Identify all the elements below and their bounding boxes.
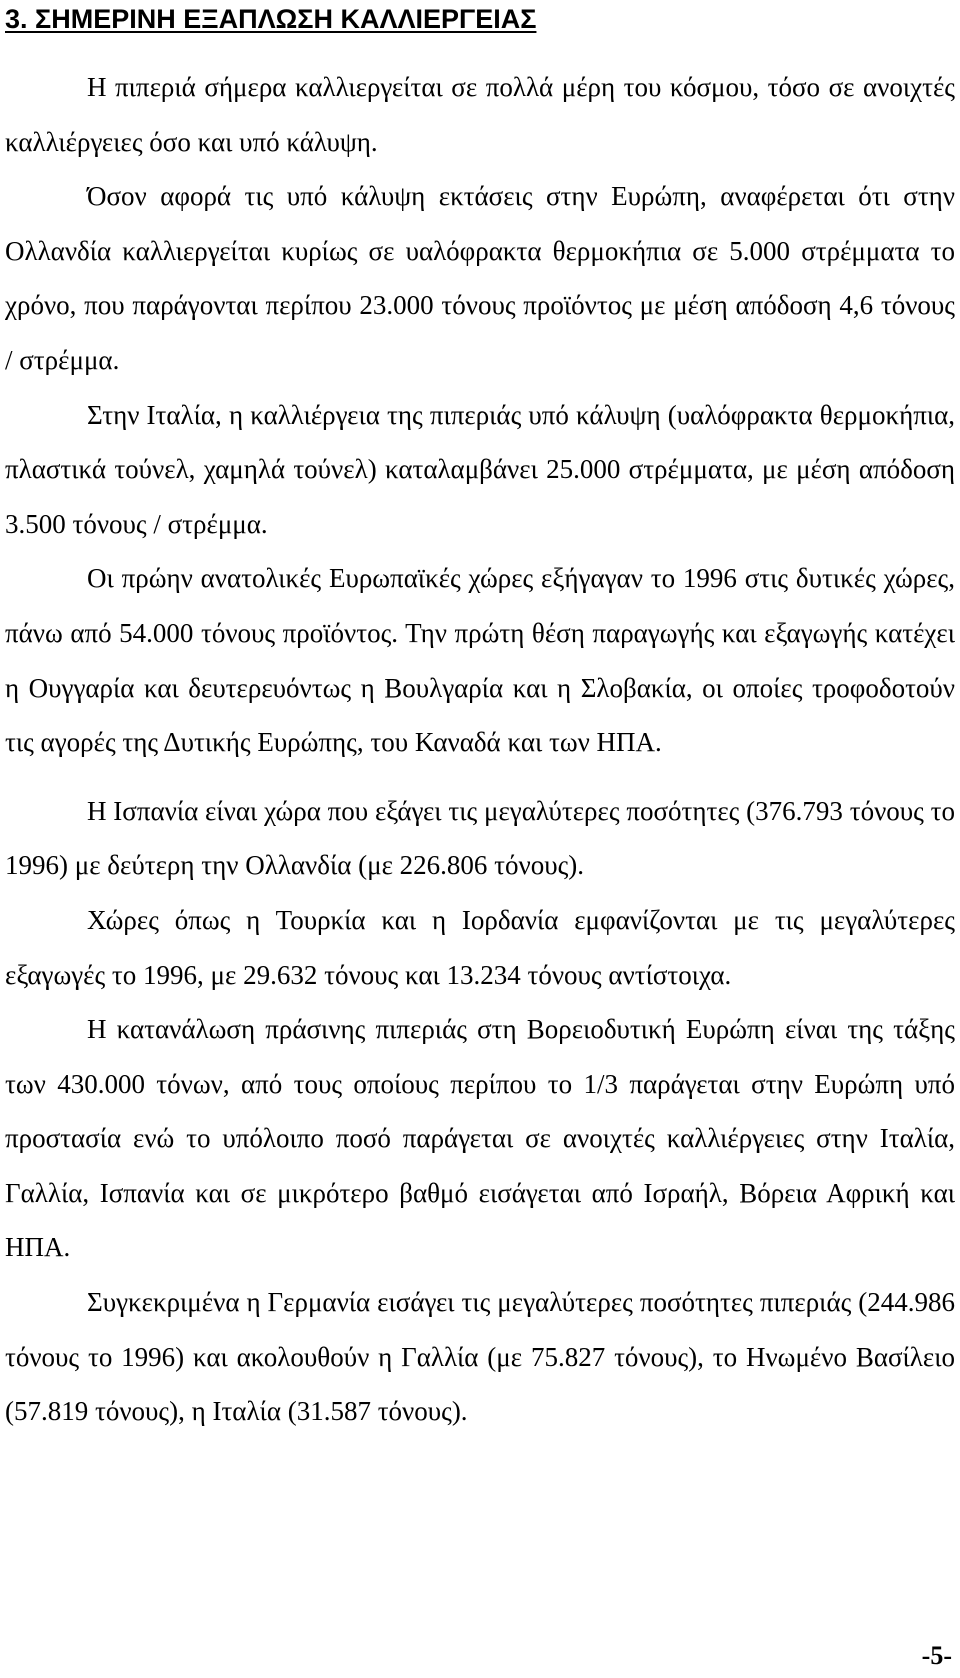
page-number: -5-: [921, 1641, 952, 1670]
paragraph-italy: Στην Ιταλία, η καλλιέργεια της πιπεριάς υπό κάλυψη (υαλόφρακτα θερμοκήπια, πλαστικά τούνελ, χαμηλά τούνελ) καταλαμβάνει 25.000 στρέμματα, με μέση απόδοση 3.500 τόνους / στρέμμα.: [5, 399, 955, 539]
paragraph-eastern-europe: Οι πρώην ανατολικές Ευρωπαϊκές χώρες εξήγαγαν το 1996 στις δυτικές χώρες, πάνω από 54.000 τόνους προϊόντος. Την πρώτη θέση παραγωγής και εξαγωγής κατέχει η Ουγγαρία και δευτερευόντως η Βουλγαρία και η Σλοβακία, οι οποίες τροφοδοτούν τις αγορές της Δυτικής Ευρώπης, του Καναδά και των ΗΠΑ.: [5, 563, 955, 758]
paragraph-cultivation-overview: Η πιπεριά σήμερα καλλιεργείται σε πολλά μέρη του κόσμου, τόσο σε ανοιχτές καλλιέργειες όσο και υπό κάλυψη.: [5, 72, 955, 157]
paragraph-spain: Η Ισπανία είναι χώρα που εξάγει τις μεγαλύτερες ποσότητες (376.793 τόνους το 1996) με δεύτερη την Ολλανδία (με 226.806 τόνους).: [5, 795, 955, 881]
paragraph-germany-imports: Συγκεκριμένα η Γερμανία εισάγει τις μεγαλύτερες ποσότητες πιπεριάς (244.986 τόνους το 1996) και ακολουθούν η Γαλλία (με 75.827 τόνους), το Ηνωμένο Βασίλειο (57.819 τόνους), η Ιταλία (31.587 τόνους).: [5, 1287, 955, 1427]
paragraph-turkey-jordan: Χώρες όπως η Τουρκία και η Ιορδανία εμφανίζονται με τις μεγαλύτερες εξαγωγές το 1996, με 29.632 τόνους και 13.234 τόνους αντίστοιχα.: [5, 904, 955, 990]
body-text: [5, 60, 955, 1439]
paragraph-consumption: Η κατανάλωση πράσινης πιπεριάς στη Βορειοδυτική Ευρώπη είναι της τάξης των 430.000 τόνων, από τους οποίους περίπου το 1/3 παράγεται στην Ευρώπη υπό προστασία ενώ το υπόλοιπο ποσό παράγεται σε ανοιχτές καλλιέργειες στην Ιταλία, Γαλλία, Ισπανία και σε μικρότερο βαθμό εισάγεται από Ισραήλ, Βόρεια Αφρική και ΗΠΑ.: [5, 1014, 955, 1263]
paragraph-netherlands: Όσον αφορά τις υπό κάλυψη εκτάσεις στην Ευρώπη, αναφέρεται ότι στην Ολλανδία καλλιεργείται κυρίως σε υαλόφρακτα θερμοκήπια σε 5.000 στρέμματα το χρόνο, που παράγονται περίπου 23.000 τόνους προϊόντος με μέση απόδοση 4,6 τόνους / στρέμμα.: [5, 181, 955, 375]
section-heading: 3. ΣΗΜΕΡΙΝΗ ΕΞΑΠΛΩΣΗ ΚΑΛΛΙΕΡΓΕΙΑΣ: [5, 4, 537, 34]
